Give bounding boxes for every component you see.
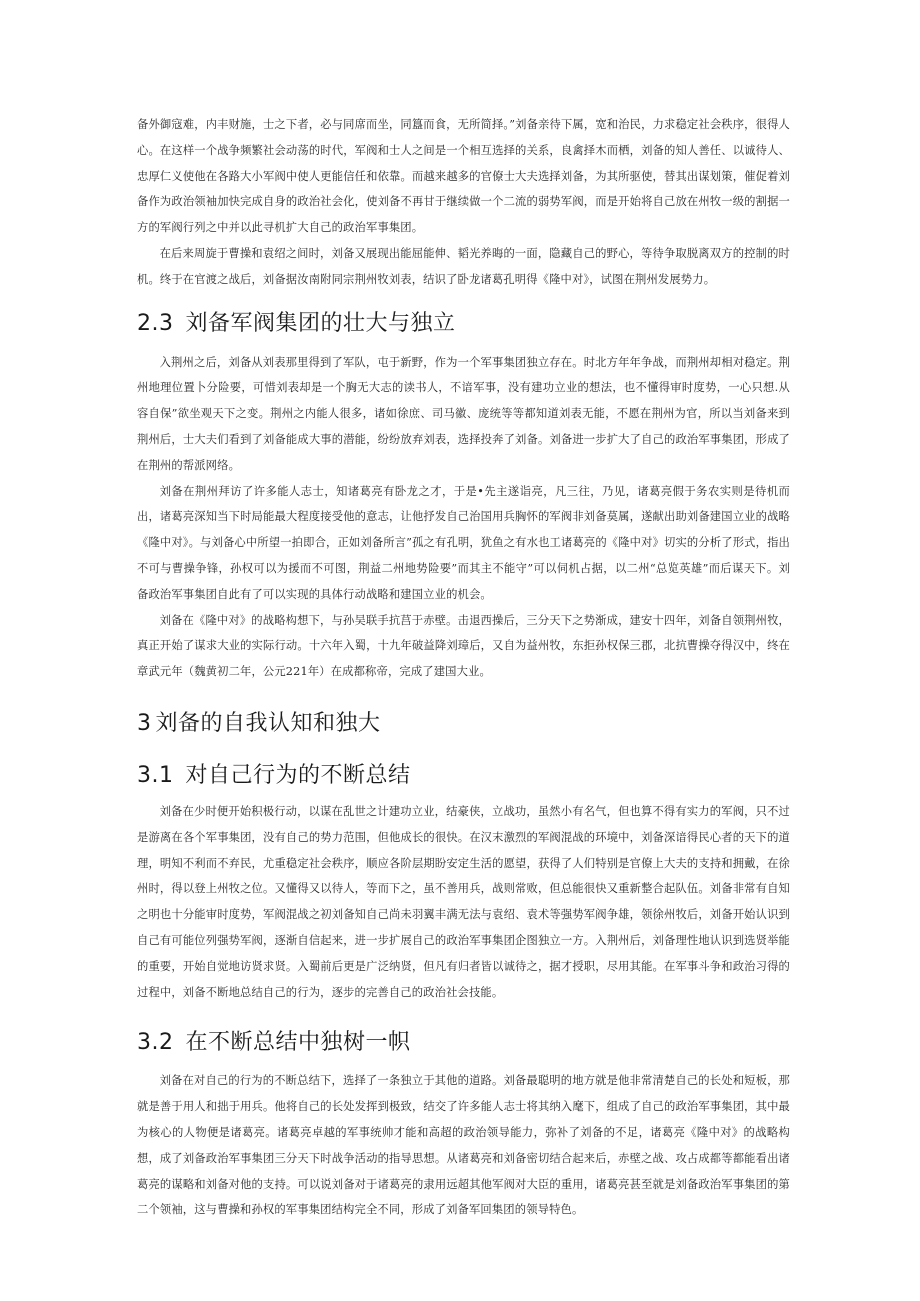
section-title: 刘备的自我认知和独大 — [155, 710, 381, 736]
paragraph: 入荆州之后，刘备从刘表那里得到了军队，屯于新野，作为一个军事集团独立存在。时北方年年争战，而荆州却相对稳定。荆州地理位置卜分险要，可惜刘表却是一个胸无大志的读书人，不谙军事，没有建功立业的想法，也不懂得审时度势，一心只想.从容自保”欲坐观天下之变。荆州之内能人很多，诸如徐庶、司马徽、庞统等等都知道刘表无能，不愿在荆州为官，所以当刘备来到荆州后，士大夫们看到了刘备能成大事的潜能，纷纷放弃刘表，选择投奔了刘备。刘备进一步扩大了自己的政治军事集团，形成了在荆州的帮派网络。 — [137, 355, 790, 472]
paragraph: 刘备在《隆中对》的战略构想下，与孙吴联手抗莒于赤壁。击退西操后，三分天下之势渐成，建安十四年，刘备自领荆州牧，真正开始了谋求大业的实际行动。十六年入蜀，十九年破益降刘璋后，又自为益州牧，东拒孙权保三郡，北抗曹操夺得汉中，终在章武元年（魏黄初二年，公元221年）在成都称帝，完成了建国大业。 — [137, 613, 790, 679]
paragraph: 刘备在对自己的行为的不断总结下，选择了一条独立于其他的道路。刘备最聪明的地方就是他非常清楚自己的长处和短板，那就是善于用人和拙于用兵。他将自己的长处发挥到极致，结交了许多能人志士将其纳入麾下，组成了自己的政治军事集团，其中最为核心的人物便是诸葛亮。诸葛亮卓越的军事统帅才能和高超的政治领导能力，弥补了刘备的不足，诸葛亮《隆中对》的战略构想，成了刘备政治军事集团三分天下时战争活动的指导思想。从诸葛亮和刘备密切结合起来后，赤壁之战、攻占成都等都能看出诸葛亮的谋略和刘备对他的支持。可以说刘备对于诸葛亮的隶用远超其他军阀对大臣的重用，诸葛亮甚至就是刘备政治军事集团的第二个领袖，这与曹操和孙权的军事集团结构完全不同，形成了刘备军回集团的领导特色。 — [137, 1074, 790, 1217]
section-title: 对自己行为的不断总结 — [185, 762, 411, 788]
section-heading-3-1 — [137, 758, 790, 789]
section-title: 在不断总结中独树一帜 — [185, 1030, 411, 1056]
page-content — [137, 112, 790, 1223]
section-heading-2-3 — [137, 306, 790, 337]
paragraph: 备外御寇难，内丰财施，士之下者，必与同席而坐，同簋而食，无所简择。”刘备亲待下属，宽和治民，力求稳定社会秩序，很得人心。在这样一个战争频繁社会动荡的时代，军阀和士人之间是一个相互选择的关系，良禽择木而栖，刘备的知人善任、以诚待人、忠厚仁义使他在各路大小军阀中使人更能信任和依靠。而越来越多的官僚士大夫选择刘备，为其所驱使，替其出谋划策，催促着刘备作为政治领袖加快完成自身的政治社会化，使刘备不再甘于继续做一个二流的弱势军阀，而是开始将自己放在州牧一级的割据一方的军阀行列之中并以此寻机扩大自己的政治军事集团。 — [137, 118, 790, 235]
section-number: 3 — [137, 710, 152, 736]
section-heading-3-2 — [137, 1025, 790, 1056]
section-number: 3.2 — [137, 1030, 174, 1056]
paragraph: 刘备在少时便开始积极行动，以谋在乱世之计建功立业，结豪侠，立战功，虽然小有名气，但也算不得有实力的军阀，只不过是游离在各个军事集团，没有自己的势力范围，但他成长的很快。在汉末激烈的军阀混战的环境中，刘备深谙得民心者的天下的道理，明知不利而不弃民，尤重稳定社会秩序，顺应各阶层期盼安定生活的愿望，获得了人们特别是官僚上大夫的支持和拥戴，在徐州时，得以登上州牧之位。又懂得又以待人，等而下之，虽不善用兵，战则常败，但总能很快又重新整合起队伍。刘备非常有自知之明也十分能审时度势，军阀混战之初刘备知自己尚未羽翼丰满无法与袁绍、袁术等强势军阀争雄，领徐州牧后，刘备开始认识到自己有可能位列强势军阀，逐渐自信起来，进一步扩展自己的政治军事集团企图独立一方。入荆州后，刘备理性地认识到选贤举能的重要，开始自觉地访贤求贤。入蜀前后更是广泛纳贤，但凡有归者皆以诚待之，据才授职，尽用其能。在军事斗争和政治习得的过程中，刘备不断地总结自己的行为，逐步的完善自己的政治社会技能。 — [137, 804, 790, 999]
paragraph: 刘备在荆州拜访了许多能人志士，知诸葛亮有卧龙之才，于是•先主遂诣亮，凡三往，乃见，诸葛亮假于务农实则是待机而出，诸葛亮深知当下时局能最大程度接受他的意志，让他抒发自己治国用兵胸怀的军阀非刘备莫属，遂献出助刘备建国立业的战略《隆中对》。与刘备心中所望一拍即合，正如刘备所言”孤之有孔明，犹鱼之有水也工诸葛亮的《隆中对》切实的分析了形式，指出不可与曹操争锋，孙权可以为援而不可图，荆益二州地势险要”而其主不能守”可以伺机占据，以二州“总览英雄”而后谋天下。刘备政治军事集团自此有了可以实现的具体行动战略和建国立业的机会。 — [137, 484, 790, 601]
paragraph: 在后来周旋于曹操和袁绍之间时，刘备又展现出能屈能伸、韬光养晦的一面，隐藏自己的野心，等待争取脱离双方的控制的时机。终于在官渡之战后，刘备据汝南附同宗荆州牧刘表，结识了卧龙诸葛孔明得《隆中对》，试图在荆州发展势力。 — [137, 246, 790, 286]
section-title: 刘备军阀集团的壮大与独立 — [185, 310, 456, 336]
section-heading-3 — [137, 706, 790, 737]
section-number: 3.1 — [137, 762, 174, 788]
section-number: 2.3 — [137, 310, 174, 336]
